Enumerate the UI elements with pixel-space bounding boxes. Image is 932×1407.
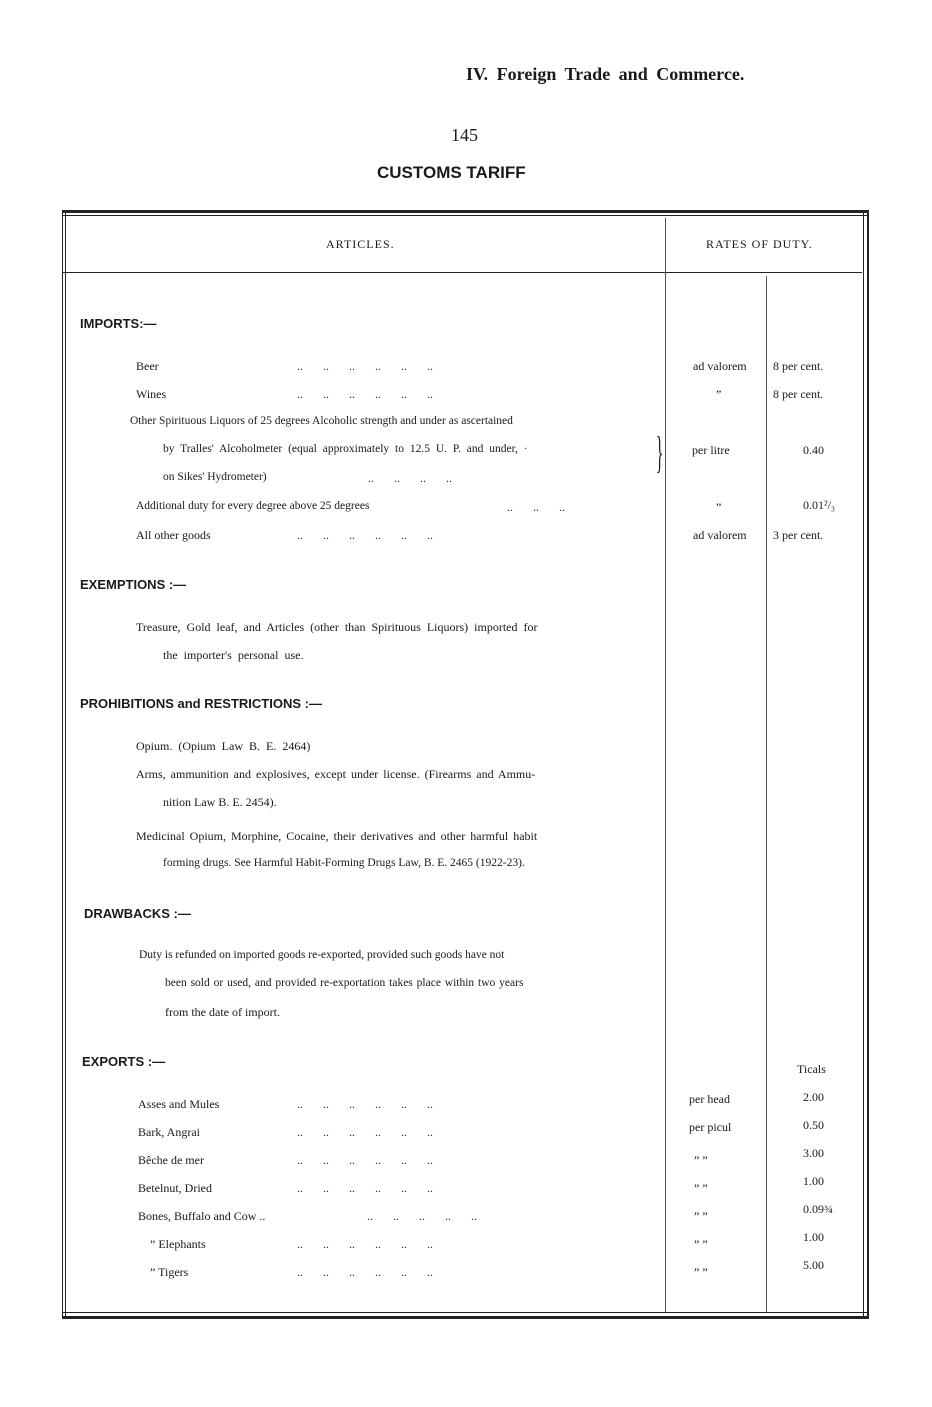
import-item-wines: Wines [136, 387, 167, 401]
exemptions-line-2: the importer's personal use. [163, 648, 304, 662]
additional-rate: 0.01²/₃ [803, 498, 836, 512]
column-header-rates: RATES OF DUTY. [706, 237, 813, 251]
leader-dots: .. .. .. .. .. .. [297, 528, 433, 542]
export-rate: 0.50 [803, 1118, 824, 1132]
prohibitions-heading: PROHIBITIONS and RESTRICTIONS :— [80, 696, 322, 711]
drawbacks-line-2: been sold or used, and provided re-exportation takes place within two years [165, 977, 524, 989]
leader-dots-short: .. .. .. .. [368, 471, 452, 485]
all-other-basis: ad valorem [693, 528, 747, 542]
export-rate: 1.00 [803, 1230, 824, 1244]
wines-rate: 8 per cent. [773, 387, 824, 401]
export-item-beche-de-mer: Bêche de mer [138, 1153, 204, 1167]
leader-dots-short: .. .. .. .. .. [367, 1209, 477, 1223]
exemptions-heading: EXEMPTIONS :— [80, 577, 187, 592]
spirits-line-2: by Tralles' Alcoholmeter (equal approximately to 12.5 U. P. and under, · [163, 443, 528, 455]
spirits-bracket: } [655, 428, 664, 477]
wines-basis: ” [716, 387, 722, 401]
page-title: CUSTOMS TARIFF [377, 163, 526, 182]
column-header-articles: ARTICLES. [326, 237, 395, 251]
export-basis: per picul [689, 1120, 732, 1134]
export-basis: ” ” [694, 1265, 708, 1279]
header-bottom-rule [62, 272, 862, 273]
export-basis: ” ” [694, 1237, 708, 1251]
prohibition-arms-line-2: nition Law B. E. 2454). [163, 795, 277, 809]
exports-currency: Ticals [797, 1062, 826, 1076]
beer-rate: 8 per cent. [773, 359, 824, 373]
leader-dots: .. .. .. .. .. .. [297, 1237, 433, 1251]
export-rate: 2.00 [803, 1090, 824, 1104]
right-border [863, 210, 864, 1319]
table-bottom-rule-thick [62, 1316, 868, 1319]
leader-dots: .. .. .. .. .. .. [297, 359, 433, 373]
prohibition-medicinal-line-1: Medicinal Opium, Morphine, Cocaine, their derivatives and other harmful habit [136, 829, 538, 843]
prohibition-arms-line-1: Arms, ammunition and explosives, except under license. (Firearms and Ammu- [136, 767, 536, 781]
export-rate: 0.09¾ [803, 1202, 833, 1216]
export-item-bark-angrai: Bark, Angrai [138, 1125, 200, 1139]
drawbacks-heading: DRAWBACKS :— [84, 906, 191, 921]
spirits-line-3: on Sikes' Hydrometer) [163, 471, 267, 483]
export-rate: 5.00 [803, 1258, 824, 1272]
export-item-tigers-bones: ” Tigers [150, 1265, 189, 1279]
export-rate: 1.00 [803, 1174, 824, 1188]
export-basis: per head [689, 1092, 730, 1106]
exports-heading: EXPORTS :— [82, 1054, 166, 1069]
articles-column-rule [665, 218, 666, 1312]
imports-heading: IMPORTS:— [80, 316, 157, 331]
spirits-basis: per litre [692, 443, 730, 457]
beer-basis: ad valorem [693, 359, 747, 373]
prohibition-medicinal-line-2: forming drugs. See Harmful Habit-Forming Drugs Law, B. E. 2465 (1922-23). [163, 857, 525, 869]
export-basis: ” ” [694, 1209, 708, 1223]
drawbacks-line-3: from the date of import. [165, 1005, 280, 1019]
export-item-elephants-bones: ” Elephants [150, 1237, 206, 1251]
import-item-additional-duty: Additional duty for every degree above 25 degrees [136, 500, 370, 512]
leader-dots: .. .. .. .. .. .. [297, 1153, 433, 1167]
leader-dots: .. .. .. .. .. .. [297, 1265, 433, 1279]
spirits-line-1: Other Spirituous Liquors of 25 degrees Alcoholic strength and under as ascertained [130, 415, 513, 427]
leader-dots: .. .. .. .. .. .. [297, 1097, 433, 1111]
leader-dots: .. .. .. .. .. .. [297, 1125, 433, 1139]
export-basis: ” ” [694, 1153, 708, 1167]
right-border-outer [867, 210, 869, 1319]
page-number: 145 [451, 125, 478, 145]
left-border-inner [65, 210, 66, 1319]
export-item-bones-buffalo-cow: Bones, Buffalo and Cow .. [138, 1209, 266, 1223]
leader-dots-short: .. .. .. [507, 500, 565, 514]
additional-basis: ” [716, 500, 722, 514]
table-bottom-rule [62, 1312, 868, 1313]
left-border [62, 210, 63, 1319]
table-top-rule [62, 210, 868, 213]
all-other-rate: 3 per cent. [773, 528, 824, 542]
table-top-rule-thin [62, 215, 868, 216]
import-item-beer: Beer [136, 359, 159, 373]
leader-dots: .. .. .. .. .. .. [297, 387, 433, 401]
export-item-asses-mules: Asses and Mules [138, 1097, 220, 1111]
import-item-all-other: All other goods [136, 528, 211, 542]
export-item-betelnut-dried: Betelnut, Dried [138, 1181, 212, 1195]
leader-dots: .. .. .. .. .. .. [297, 1181, 433, 1195]
exemptions-line-1: Treasure, Gold leaf, and Articles (other than Spirituous Liquors) imported for [136, 620, 538, 634]
export-basis: ” ” [694, 1181, 708, 1195]
prohibition-opium: Opium. (Opium Law B. E. 2464) [136, 739, 311, 753]
page-header: IV. Foreign Trade and Commerce. [466, 64, 745, 84]
rates-column-rule [766, 276, 767, 1312]
spirits-rate: 0.40 [803, 443, 824, 457]
export-rate: 3.00 [803, 1146, 824, 1160]
drawbacks-line-1: Duty is refunded on imported goods re-exported, provided such goods have not [139, 949, 505, 961]
